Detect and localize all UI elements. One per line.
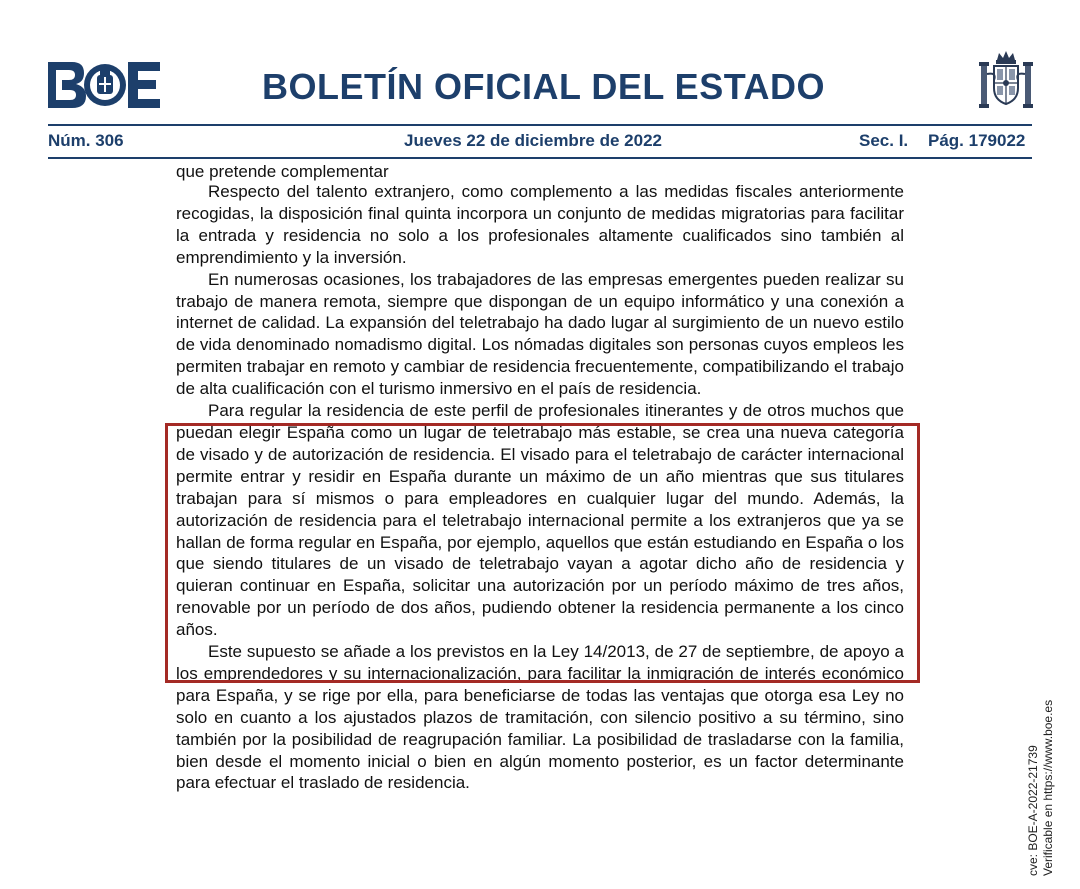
coat-of-arms-icon [975, 50, 1037, 114]
paragraph-teletrabajo: En numerosas ocasiones, los trabajadores de las empresas emergentes pueden realizar su trabajo de manera remota, siempre que dispongan de un equipo informático y una conexión a internet de calidad. La expansión del teletrabajo ha dado lugar al surgimiento de un nuevo estilo de vida denominado nomadismo digital. Los nómadas digitales son personas cuyos empleos les permiten trabajar en remoto y cambiar de residencia frecuentemente, compatibilizando el trabajo de alta cualificación con el turismo inmersivo en el país de residencia. [176, 269, 904, 399]
page-title: BOLETÍN OFICIAL DEL ESTADO [262, 66, 826, 107]
highlight-box [165, 423, 920, 683]
paragraph-talento: Respecto del talento extranjero, como complemento a las medidas fiscales anteriormente recogidas, la disposición final quinta incorpora un conjunto de medidas migratorias para facilitar la entrada y residencia no solo a los profesionales altamente cualificados sino también al emprendimiento y la inversión. [176, 182, 904, 267]
boe-logo [48, 60, 160, 110]
issue-date: Jueves 22 de diciembre de 2022 [404, 131, 662, 150]
cve-code: cve: BOE-A-2022-21739 [1026, 745, 1040, 876]
page-number: Pág. 179022 [928, 131, 1026, 150]
clipped-line-text: que pretende complementar [176, 162, 389, 181]
paragraph-visado: Para regular la residencia de este perfil de profesionales itinerantes y de otros muchos que puedan elegir España como un lugar de teletrabajo más estable, se crea una nueva categoría de visado y de autorización de residencia. El visado para el teletrabajo de carácter internacional permite entrar y residir en España durante un máximo de un año mientras que sus titulares trabajan para sí mismos o para empleadores en cualquier lugar del mundo. Además, la autorización de residencia para el teletrabajo internacional permite a los extranjeros que ya se hallan de forma regular en España, por ejemplo, aquellos que están estudiando en España o los que siendo titulares de un visado de teletrabajo vayan a agotar dicho año de residencia y quieran continuar en España, solicitar una autorización por un período máximo de tres años, renovable por un período de dos años, pudiendo obtener la residencia permanente a los cinco años. [176, 401, 904, 640]
paragraph-ley: Este supuesto se añade a los previstos en la Ley 14/2013, de 27 de septiembre, de apoyo a los emprendedores y su internacionalización, para facilitar la inmigración de interés económico para España, y se rige por ella, para beneficiarse de todas las ventajas que otorga esa Ley no solo en cuanto a los ajustados plazos de tramitación, con silencio positivo a su término, sino también por la posibilidad de reagrupación familiar. La posibilidad de trasladarse con la familia, bien desde el momento inicial o bien en algún momento posterior, es un factor determinante para efectuar el traslado de residencia. [176, 642, 904, 793]
header-rule-bottom [48, 157, 1032, 159]
verification-note [1026, 700, 1056, 876]
header-rule-top [48, 124, 1032, 126]
section-label: Sec. I. [859, 131, 909, 150]
issue-number: Núm. 306 [48, 131, 124, 150]
clipped-previous-line [176, 162, 906, 181]
verify-url: Verificable en https://www.boe.es [1041, 699, 1055, 876]
